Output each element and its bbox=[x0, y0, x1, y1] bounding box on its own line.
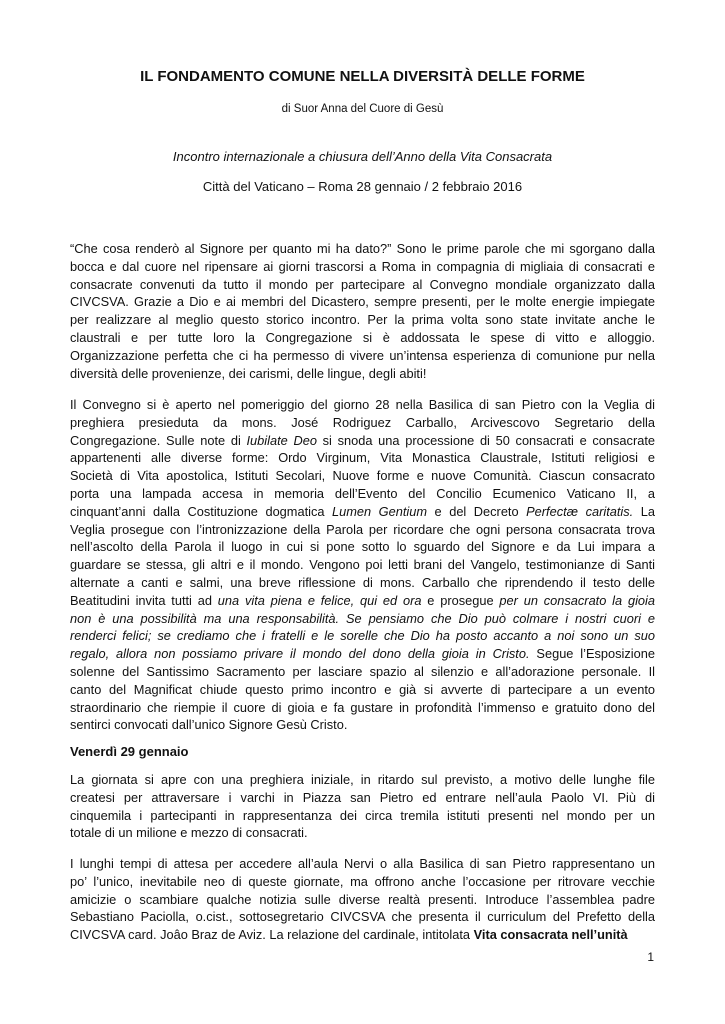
text-line bbox=[70, 855, 655, 873]
text-run: nell’ascolto della Parola il luogo in cui si pone sotto lo sguardo del Signore e da Lui impara a bbox=[70, 539, 655, 555]
text-run: consacrate convenuti da tutto il mondo per partecipare al Convegno mondiale organizzato dalla bbox=[70, 276, 655, 292]
text-run: sentirci convocati dall’unico Signore Gesù Cristo. bbox=[70, 717, 348, 733]
text-run: I lunghi tempi di attesa per accedere all’aula Nervi o alla Basilica di san Pietro rappresentano un bbox=[70, 856, 655, 871]
text-line bbox=[70, 789, 655, 807]
text-run: renderci felici; se crediamo che i fratelli e le sorelle che Dio ha posto accanto a noi sono un suo bbox=[70, 628, 655, 644]
text-run: diversità delle provenienze, dei carismi, delle lingue, degli abiti! bbox=[70, 365, 427, 381]
text-line bbox=[70, 699, 655, 717]
text-line bbox=[70, 610, 655, 628]
text-line bbox=[70, 908, 655, 926]
text-run: per un consacrato la gioia bbox=[499, 592, 655, 608]
text-line bbox=[70, 771, 655, 789]
text-run: cinquant’anni dalla Costituzione dogmatica bbox=[70, 503, 333, 519]
page-number: 1 bbox=[647, 950, 654, 964]
text-line bbox=[70, 240, 655, 258]
text-line bbox=[70, 396, 655, 414]
text-line bbox=[70, 329, 655, 347]
text-line bbox=[70, 538, 655, 556]
author-byline: di Suor Anna del Cuore di Gesù bbox=[281, 103, 444, 115]
text-run: alternate a canti e salmi, una breve riflessione di mons. Carballo che riprendendo il testo delle bbox=[70, 574, 655, 590]
text-run: Segue l’Esposizione bbox=[529, 646, 655, 662]
text-run: preghiera presieduta da mons. José Rodriguez Carballo, Arcivescovo Segretario della bbox=[70, 414, 655, 430]
text-line bbox=[70, 716, 655, 734]
text-run: per realizzare al meglio questo storico incontro. Per la prima volta sono state invitate anche le bbox=[70, 312, 655, 328]
text-run: createsi per attraversare i varchi in Piazza san Pietro ed entrare nell’aula Paolo VI. Più di bbox=[70, 789, 655, 805]
text-line bbox=[70, 873, 655, 891]
text-line bbox=[70, 824, 655, 842]
text-run: e prosegue bbox=[421, 592, 500, 608]
text-line bbox=[70, 645, 655, 663]
text-run: Sebastiano Paciolla, o.cist., sottosegretario CIVCSVA che presenta il curriculum del Prefetto della bbox=[70, 909, 655, 925]
paragraph-friday bbox=[70, 771, 655, 842]
text-line bbox=[70, 503, 655, 521]
text-line bbox=[70, 891, 655, 909]
text-line bbox=[70, 432, 655, 450]
text-run: La giornata si apre con una preghiera iniziale, in ritardo sul previsto, a motivo delle lunghe file bbox=[70, 772, 655, 787]
text-run: una vita piena e felice, qui ed ora bbox=[217, 592, 422, 608]
text-run: cinquemila i partecipanti in rappresentanza dei circa tremila istituti presenti nel mondo per un bbox=[70, 807, 655, 823]
text-line bbox=[70, 311, 655, 329]
text-run: Veglia prosegue con l’intronizzazione della Parola per ricordare che ogni persona consacrata trova bbox=[70, 521, 655, 537]
text-line bbox=[70, 467, 655, 485]
text-line bbox=[70, 574, 655, 592]
text-line bbox=[70, 521, 655, 539]
event-place-date: Città del Vaticano – Roma 28 gennaio / 2 febbraio 2016 bbox=[202, 179, 523, 194]
text-run: totale di un milione e mezzo di consacrati. bbox=[70, 825, 308, 841]
text-line bbox=[70, 592, 655, 610]
text-run: Congregazione. Sulle note di bbox=[70, 432, 247, 448]
event-subtitle: Incontro internazionale a chiusura dell’Anno della Vita Consacrata bbox=[172, 149, 553, 164]
text-run: Iubilate Deo bbox=[246, 432, 317, 448]
text-run: po’ l’unico, inevitabile neo di queste giornate, ma offrono anche l’occasione per ritrovare vecchie bbox=[70, 873, 655, 889]
text-run: porta una lampada accesa in memoria dell’Evento del Concilio Ecumenico Vaticano II, a bbox=[70, 485, 655, 501]
text-line bbox=[70, 276, 655, 294]
text-run: bocca e dal cuore nel ripensare ai giorni trascorsi a Roma in compagnia di migliaia di consacrati e bbox=[70, 258, 655, 274]
text-run: Il Convegno si è aperto nel pomeriggio del giorno 28 nella Basilica di san Pietro con la Veglia di bbox=[70, 397, 655, 412]
text-run: appartenenti alle diverse forme: Ordo Virginum, Vita Monastica Claustrale, Istituti religiosi e bbox=[70, 450, 655, 466]
text-run: e del Decreto bbox=[427, 503, 527, 519]
text-line bbox=[70, 258, 655, 276]
text-run: Vita consacrata nell’unità bbox=[473, 927, 628, 943]
text-run: Lumen Gentium bbox=[332, 503, 428, 519]
text-line bbox=[70, 556, 655, 574]
text-run: regalo, allora non possiamo privare il mondo del dono della gioia in Cristo. bbox=[70, 646, 530, 662]
text-line bbox=[70, 926, 655, 944]
paragraph-vigil bbox=[70, 396, 655, 734]
text-run: “Che cosa renderò al Signore per quanto mi ha dato?” Sono le prime parole che mi sgorgano dalla bbox=[70, 241, 655, 256]
text-run: Beatitudini invita tutti ad bbox=[70, 592, 218, 608]
text-run: La bbox=[633, 503, 655, 519]
text-run: si snoda una processione di 50 consacrati e consacrate bbox=[316, 432, 655, 448]
text-run: claustrali e per tutte loro la Congregazione si è addossata le spese di vitto e alloggio. bbox=[70, 329, 655, 345]
paragraph-intro bbox=[70, 240, 655, 382]
paragraph-waiting bbox=[70, 855, 655, 944]
text-line bbox=[70, 449, 655, 467]
text-run: amicizie o scambiare qualche notizia sulle diverse realtà presenti. Introduce l’assemblea padre bbox=[70, 891, 655, 907]
text-run: straordinario che riempie il cuore di gioia e fa gustare in profondità l’immenso e gratuito dono del bbox=[70, 699, 655, 715]
text-run: non è una possibilità ma una responsabilità. Se pensiamo che Dio può colmare i nostri cuori e bbox=[70, 610, 655, 626]
text-run: solenne del Santissimo Sacramento per lasciare spazio al silenzio e all’adorazione personale. Il bbox=[70, 663, 655, 679]
text-line bbox=[70, 807, 655, 825]
text-line bbox=[70, 414, 655, 432]
text-line bbox=[70, 365, 655, 383]
text-line bbox=[70, 347, 655, 365]
text-line bbox=[70, 663, 655, 681]
text-run: canto del Magnificat chiude questo primo incontro e già si avverte di partecipare a un evento bbox=[70, 681, 655, 697]
text-run: Perfectæ caritatis. bbox=[526, 503, 634, 519]
text-line bbox=[70, 681, 655, 699]
text-run: CIVCSVA card. Joâo Braz de Aviz. La relazione del cardinale, intitolata bbox=[70, 927, 474, 943]
text-run: Società di Vita apostolica, Istituti Secolari, Nuove forme e nuove Comunità. Ciascun consacrato bbox=[70, 468, 655, 484]
text-line bbox=[70, 293, 655, 311]
section-heading: Venerdì 29 gennaio bbox=[70, 744, 189, 759]
text-run: Organizzazione perfetta che ci ha permesso di vivere un’intensa esperienza di comunione pur nella bbox=[70, 347, 655, 363]
text-run: guardare se stessa, gli altri e il mondo. Vengono poi letti brani del Vangelo, testimonianze di Santi bbox=[70, 557, 655, 573]
text-line bbox=[70, 485, 655, 503]
text-run: CIVCSVA. Grazie a Dio e ai membri del Dicastero, sempre presenti, per le molte energie impiegate bbox=[70, 294, 655, 310]
text-line bbox=[70, 627, 655, 645]
document-title: IL FONDAMENTO COMUNE NELLA DIVERSITÀ DELLE FORME bbox=[140, 68, 585, 85]
